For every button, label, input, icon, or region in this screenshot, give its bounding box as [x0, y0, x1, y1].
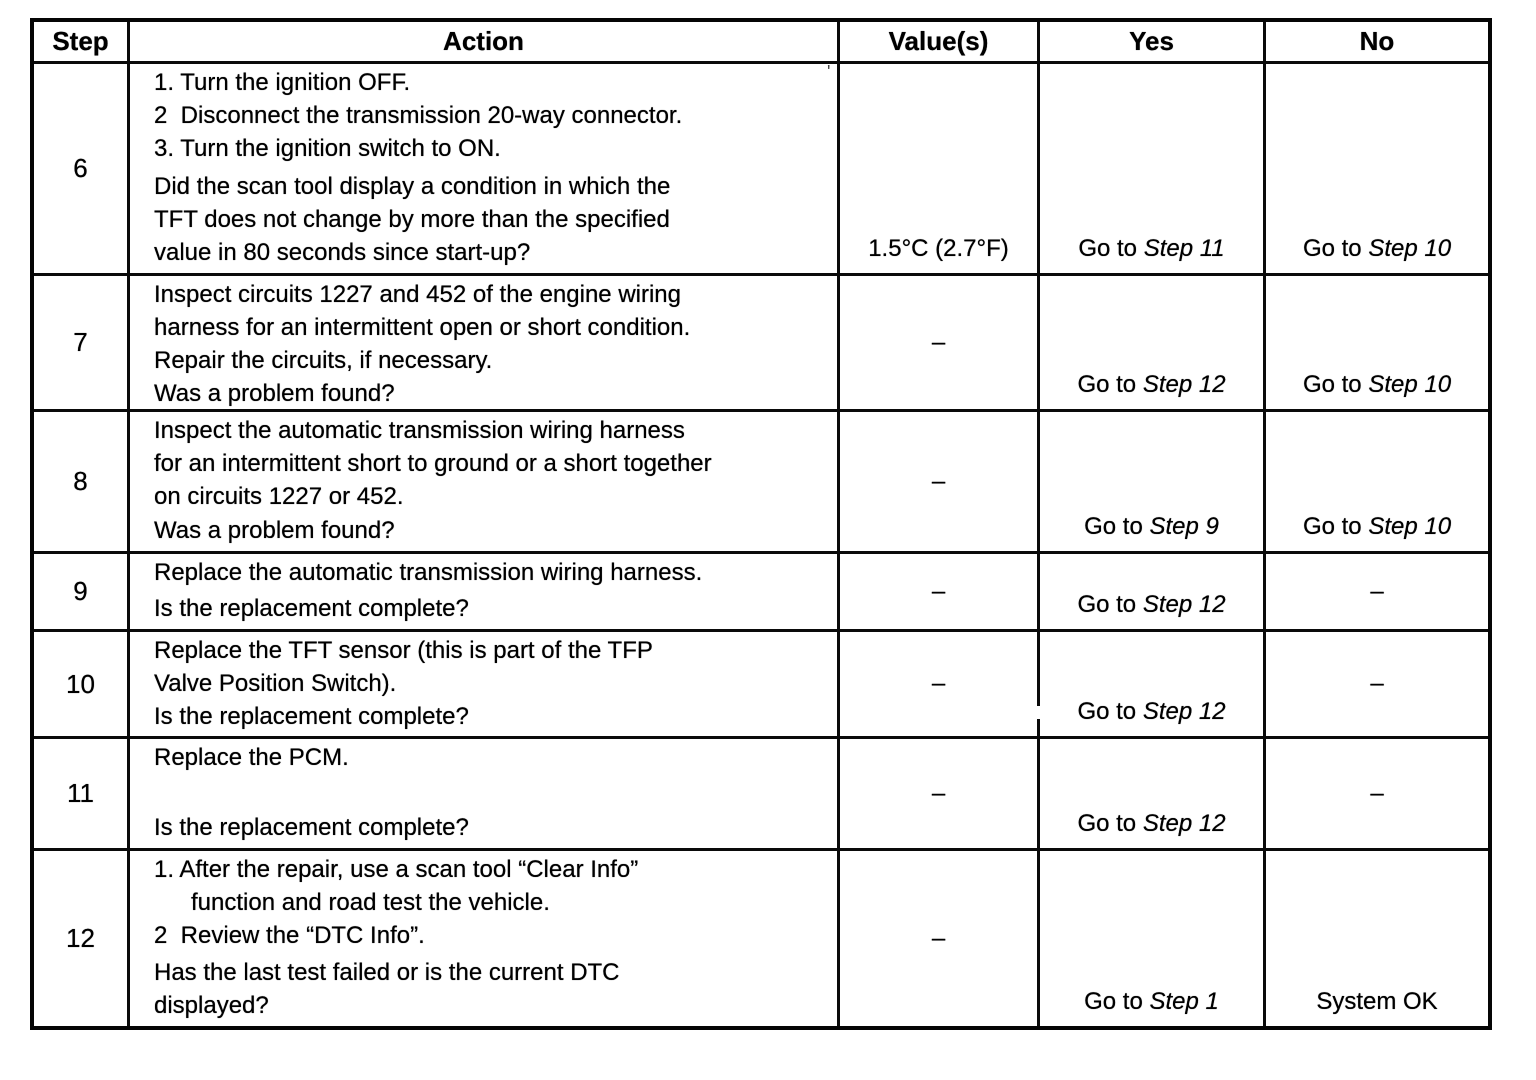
step-number: 6 — [73, 153, 88, 183]
value-cell — [840, 64, 1040, 276]
value-text: – — [931, 670, 946, 697]
header-cell-values: Value(s) — [840, 22, 1040, 64]
scan-speck-artifact: ' — [827, 62, 831, 82]
goto-text: Go to — [1077, 810, 1143, 837]
no-cell — [1266, 64, 1488, 276]
goto-text: System OK — [1316, 988, 1438, 1015]
goto-text: – — [1370, 779, 1384, 807]
action-statement — [154, 278, 831, 377]
goto-reference — [1077, 810, 1225, 838]
value-cell — [840, 554, 1040, 632]
goto-text: Go to — [1084, 513, 1150, 540]
goto-reference — [1084, 513, 1219, 541]
diagnostic-table — [30, 18, 1492, 1030]
step-cell — [34, 632, 130, 739]
action-question — [154, 170, 831, 269]
goto-step-ref: Step 12 — [1142, 698, 1226, 725]
scan-notch-artifact — [1026, 706, 1066, 719]
action-line: Was a problem found? — [154, 380, 395, 407]
step-number: 12 — [66, 923, 95, 953]
yes-cell — [1040, 412, 1266, 554]
action-question — [154, 592, 831, 625]
action-line: 1. Turn the ignition OFF. — [154, 69, 411, 96]
no-cell — [1266, 851, 1488, 1026]
action-line: harness for an intermittent open or short condition. — [154, 314, 691, 341]
action-line: Valve Position Switch). — [154, 670, 397, 697]
goto-text: Go to — [1302, 513, 1369, 540]
goto-reference — [1077, 591, 1225, 619]
goto-step-ref: Step 1 — [1149, 988, 1219, 1015]
goto-text: Go to — [1302, 235, 1369, 262]
header-cell-action: Action — [130, 22, 840, 64]
goto-step-ref: Step 11 — [1143, 235, 1225, 262]
action-question — [154, 811, 831, 844]
no-cell — [1266, 554, 1488, 632]
goto-text: – — [1370, 577, 1384, 605]
step-cell — [34, 276, 130, 412]
step-number: 11 — [67, 778, 94, 808]
goto-reference — [1077, 371, 1225, 399]
step-cell — [34, 851, 130, 1026]
action-question — [154, 514, 831, 547]
step-number: 9 — [73, 576, 88, 606]
yes-cell — [1040, 64, 1266, 276]
action-cell — [130, 64, 840, 276]
header-cell-no: No — [1266, 22, 1488, 64]
action-line: Is the replacement complete? — [154, 703, 469, 730]
step-cell — [34, 412, 130, 554]
goto-text: Go to — [1302, 371, 1369, 398]
no-cell — [1266, 276, 1488, 412]
value-text: – — [931, 577, 946, 605]
action-line: Did the scan tool display a condition in which the — [154, 173, 671, 200]
action-question — [154, 377, 831, 410]
value-cell — [840, 276, 1040, 412]
goto-reference — [1370, 670, 1383, 698]
goto-reference — [1303, 371, 1451, 399]
action-question — [154, 700, 831, 733]
goto-step-ref: Step 10 — [1368, 513, 1452, 540]
goto-text: Go to — [1084, 988, 1150, 1015]
action-line: function and road test the vehicle. — [191, 889, 550, 916]
action-statement — [154, 414, 831, 513]
value-text: – — [931, 924, 946, 952]
value-cell — [840, 851, 1040, 1026]
goto-text: – — [1370, 670, 1384, 697]
goto-reference — [1370, 780, 1383, 808]
action-line: for an intermittent short to ground or a short together — [154, 450, 712, 477]
action-line: Replace the TFT sensor (this is part of the TFP — [154, 637, 653, 664]
goto-step-ref: Step 9 — [1149, 513, 1219, 540]
action-statement — [154, 66, 831, 165]
action-line: on circuits 1227 or 452. — [154, 483, 404, 510]
goto-step-ref: Step 12 — [1142, 810, 1226, 837]
goto-text: Go to — [1077, 591, 1143, 618]
goto-step-ref: Step 12 — [1142, 371, 1226, 398]
step-cell — [34, 64, 130, 276]
goto-reference — [1316, 988, 1437, 1016]
action-line: Was a problem found? — [154, 517, 395, 544]
action-line: displayed? — [154, 992, 269, 1019]
yes-cell — [1040, 632, 1266, 739]
action-question — [154, 956, 831, 1022]
action-cell — [130, 412, 840, 554]
action-line: TFT does not change by more than the specified — [154, 206, 670, 233]
action-line: Has the last test failed or is the current DTC — [154, 959, 620, 986]
action-statement — [154, 741, 831, 774]
goto-reference — [1303, 513, 1451, 541]
action-line: 2 Disconnect the transmission 20-way connector. — [154, 102, 683, 129]
goto-reference — [1370, 578, 1383, 606]
action-line: 1. After the repair, use a scan tool “Clear Info” — [154, 856, 639, 883]
action-line: Inspect circuits 1227 and 452 of the engine wiring — [154, 281, 682, 308]
action-line: 2 Review the “DTC Info”. — [154, 922, 425, 949]
goto-reference — [1084, 988, 1219, 1016]
goto-reference — [1078, 235, 1224, 263]
action-line: Is the replacement complete? — [154, 595, 469, 622]
action-statement — [154, 556, 831, 589]
no-cell — [1266, 739, 1488, 851]
action-statement — [154, 634, 831, 700]
action-line: Replace the PCM. — [154, 744, 349, 771]
step-number: 10 — [66, 668, 95, 699]
value-text: 1.5°C (2.7°F) — [868, 235, 1009, 262]
action-statement — [154, 853, 831, 952]
yes-cell — [1040, 739, 1266, 851]
goto-reference — [1077, 698, 1225, 726]
value-text: – — [931, 328, 946, 356]
header-cell-step: Step — [34, 22, 130, 64]
step-cell — [34, 739, 130, 851]
action-line: Inspect the automatic transmission wiring harness — [154, 417, 685, 444]
action-cell — [130, 851, 840, 1026]
action-cell — [130, 276, 840, 412]
goto-step-ref: Step 10 — [1368, 235, 1452, 262]
action-cell — [130, 554, 840, 632]
goto-text: Go to — [1077, 698, 1143, 725]
action-line: 3. Turn the ignition switch to ON. — [154, 135, 501, 162]
yes-cell — [1040, 276, 1266, 412]
goto-reference — [1303, 235, 1451, 263]
value-text: – — [931, 467, 946, 495]
action-line: Is the replacement complete? — [154, 814, 469, 841]
step-cell — [34, 554, 130, 632]
no-cell — [1266, 632, 1488, 739]
goto-text: Go to — [1078, 235, 1144, 262]
goto-step-ref: Step 10 — [1368, 371, 1452, 398]
action-cell — [130, 739, 840, 851]
value-text: – — [931, 779, 946, 807]
header-cell-yes: Yes — [1040, 22, 1266, 64]
action-cell — [130, 632, 840, 739]
yes-cell — [1040, 851, 1266, 1026]
action-line: Replace the automatic transmission wiring harness. — [154, 559, 703, 586]
step-number: 7 — [73, 327, 88, 357]
action-line: value in 80 seconds since start-up? — [154, 239, 531, 266]
goto-text: Go to — [1077, 371, 1143, 398]
step-number: 8 — [73, 466, 88, 496]
no-cell — [1266, 412, 1488, 554]
value-cell — [840, 739, 1040, 851]
value-cell — [840, 412, 1040, 554]
yes-cell — [1040, 554, 1266, 632]
value-cell — [840, 632, 1040, 739]
goto-step-ref: Step 12 — [1142, 591, 1226, 618]
action-line: Repair the circuits, if necessary. — [154, 347, 493, 374]
